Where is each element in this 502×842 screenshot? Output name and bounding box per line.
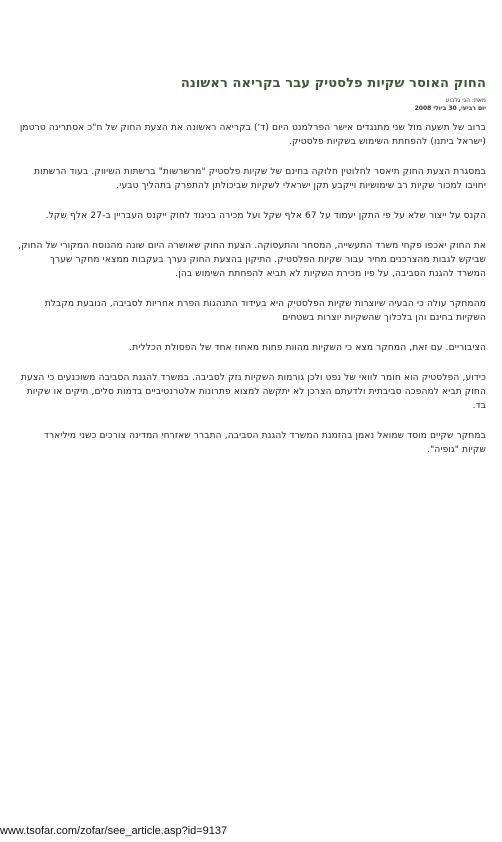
source-url: www.tsofar.com/zofar/see_article.asp?id=9137: [0, 825, 228, 837]
paragraph: כידוע, הפלסטיק הוא חומר לוואי של נפט ולכן גורמות השקיות נזק לסביבה. במשרד להגנת הסביבה משוכנעים כי הצעת החוק תביא למהפכה סביבתית ולדעתם הצרכן לא יתקשה למצוא פתרונות אלטרנטיביים בדמות סלים, תיקים או שקיות בד.: [20, 373, 486, 411]
paragraph: ברוב של תשעה מול שני מתנגדים אישר הפרלמנט היום (ד') בקריאה ראשונה את הצעת החוק של ח"כ אסתרינה טרטמן (ישראל ביתנו) להפחתת השימוש בשקיות פלסטיק.: [19, 123, 486, 147]
paragraph: מהמחקר עולה כי הבעיה שיוצרות שקיות הפלסטיק היא בעידוד התנהגות הפרת אחריות לסביבה, הנובעת מקבלת השקיות בחינם והן בלכלוך שהשקיות יוצרות בשטחים: [44, 299, 486, 323]
paragraph: במחקר שקיים מוסד שמואל נאמן בהזמנת המשרד להגנת הסביבה, התברר שאזרחי המדינה צורכים כשני מיליארד שקיות "גופיה".: [43, 431, 486, 455]
article-meta: [18, 97, 486, 113]
article-title: החוק האוסר שקיות פלסטיק עבר בקריאה ראשונה: [180, 76, 486, 91]
paragraph: הציבוריים. עם זאת, המחקר מצא כי השקיות מהוות פחות מאחוז אחד של הפסולת הכללית.: [129, 343, 486, 353]
date-line: יום רביעי, 30 ביולי 2008: [414, 105, 486, 112]
paragraph: במסגרת הצעת החוק תיאסר לחלוטין חלוקה בחינם של שקיות פלסטיק "מרשרשות" ברשתות השיווק. בעוד הרשתות יחויבו למכור שקיות רב שימושיות וייקבע תקן ישראלי לשקיות שביכולתן להתפרק בתהליך טבעי.: [34, 167, 486, 191]
article: [18, 76, 486, 473]
author-line: מאת: הגי גלבוע: [445, 97, 486, 104]
article-body: [18, 121, 486, 457]
paragraph: הקנס על ייצור שלא על פי התקן יעמוד על 67 אלף שקל ועל מכירה בניגוד לחוק ייקנס העבריין ב-27 אלף שקל.: [45, 211, 486, 221]
paragraph: את החוק יאכפו פקחי משרד התעשייה, המסחר והתעסוקה. הצעת החוק שאושרה היום שונה מהנוסח המקורי של החוק, שביקש לגבות מהצרכנים מחיר עבור שקיות הפלסטיק. התיקון בהצעת החוק נערך בעקבות ממצאי מחקר שערך המשרד להגנת הסביבה, על פיו מכירת השקיות לא תביא להפחתת השימוש בהן.: [18, 241, 486, 279]
